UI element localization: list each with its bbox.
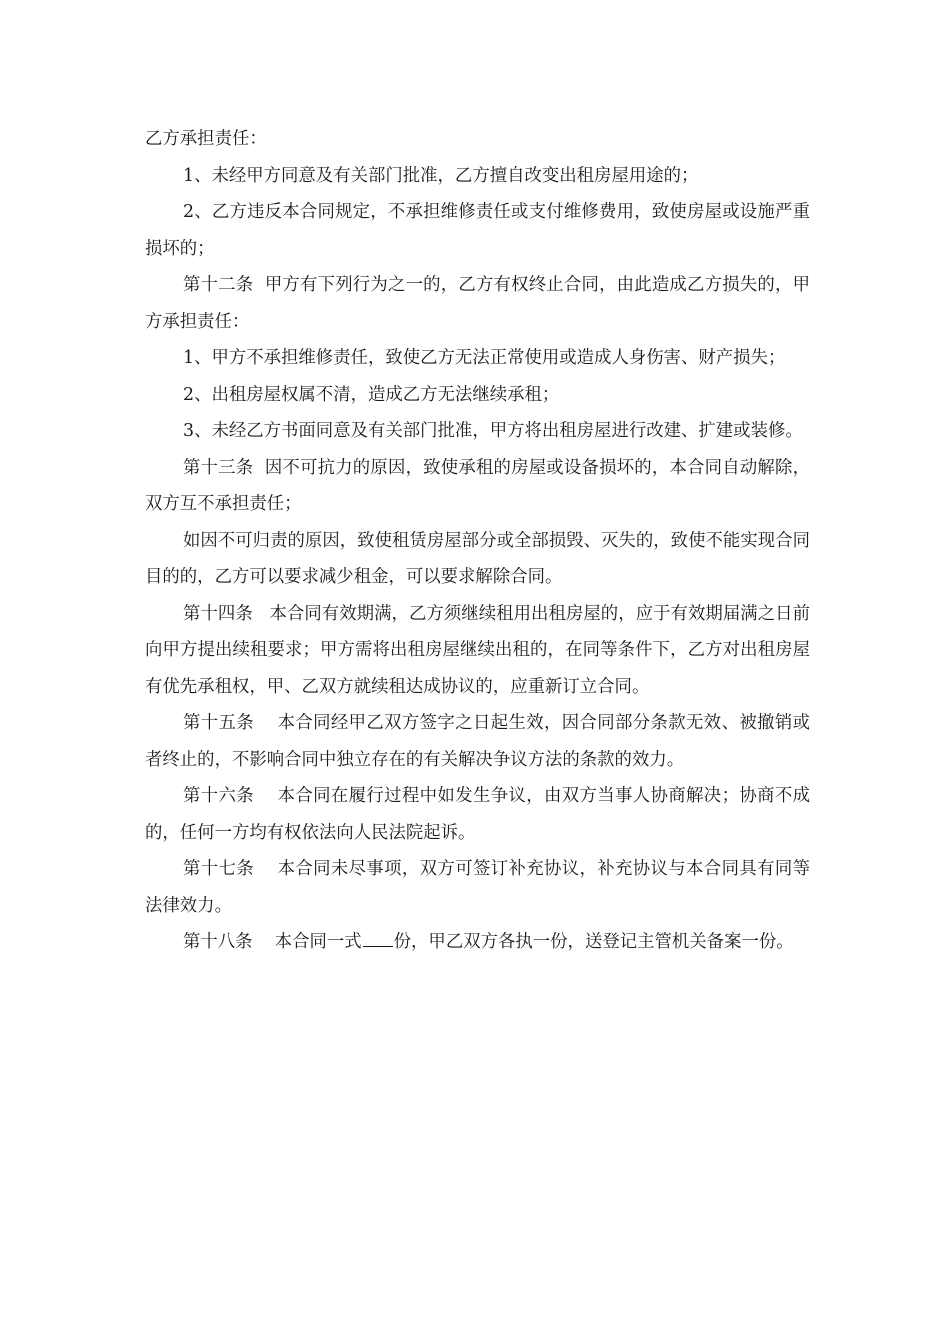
contract-text-body [145, 121, 810, 961]
paragraph-article-13-supplement: 如因不可归责的原因，致使租赁房屋部分或全部损毁、灭失的，致使不能实现合同目的的，乙方可以要求减少租金，可以要求解除合同。 [145, 530, 810, 587]
paragraph-article-15: 第十五条 本合同经甲乙双方签字之日起生效，因合同部分条款无效、被撤销或者终止的，不影响合同中独立存在的有关解决争议方法的条款的效力。 [145, 713, 810, 770]
paragraph-clause-item: 1、未经甲方同意及有关部门批准，乙方擅自改变出租房屋用途的； [183, 165, 699, 186]
paragraph-clause-item: 2、乙方违反本合同规定，不承担维修责任或支付维修费用，致使房屋或设施严重损坏的； [145, 202, 810, 259]
paragraph-article-12: 第十二条 甲方有下列行为之一的，乙方有权终止合同，由此造成乙方损失的，甲方承担责任： [145, 275, 810, 332]
paragraph-clause-item: 1、甲方不承担维修责任，致使乙方无法正常使用或造成人身伤害、财产损失； [183, 348, 786, 368]
paragraph-article-14: 第十四条 本合同有效期满，乙方须继续租用出租房屋的，应于有效期届满之日前向甲方提出续租要求；甲方需将出租房屋继续出租的，在同等条件下，乙方对出租房屋有优先承租权，甲、乙双方就续租达成协议的，应重新订立合同。 [145, 603, 810, 697]
paragraph-party-b-liability-heading: 乙方承担责任： [145, 129, 267, 149]
article-18-text-before-blank: 第十八条 本合同一式 [183, 932, 362, 952]
paragraph-article-17: 第十七条 本合同未尽事项，双方可签订补充协议，补充协议与本合同具有同等法律效力。 [145, 859, 810, 916]
paragraph-article-13: 第十三条 因不可抗力的原因，致使承租的房屋或设备损坏的，本合同自动解除，双方互不承担责任； [145, 457, 810, 514]
paragraph-article-16: 第十六条 本合同在履行过程中如发生争议，由双方当事人协商解决；协商不成的，任何一方均有权依法向人民法院起诉。 [145, 786, 810, 843]
article-18-text-after-blank: 份，甲乙双方各执一份，送登记主管机关备案一份。 [393, 932, 794, 952]
paragraph-article-18 [145, 924, 810, 961]
paragraph-clause-item: 3、未经乙方书面同意及有关部门批准，甲方将出租房屋进行改建、扩建或装修。 [183, 421, 803, 441]
copies-blank-line [363, 928, 393, 947]
paragraph-clause-item: 2、出租房屋权属不清，造成乙方无法继续承租； [183, 384, 560, 405]
